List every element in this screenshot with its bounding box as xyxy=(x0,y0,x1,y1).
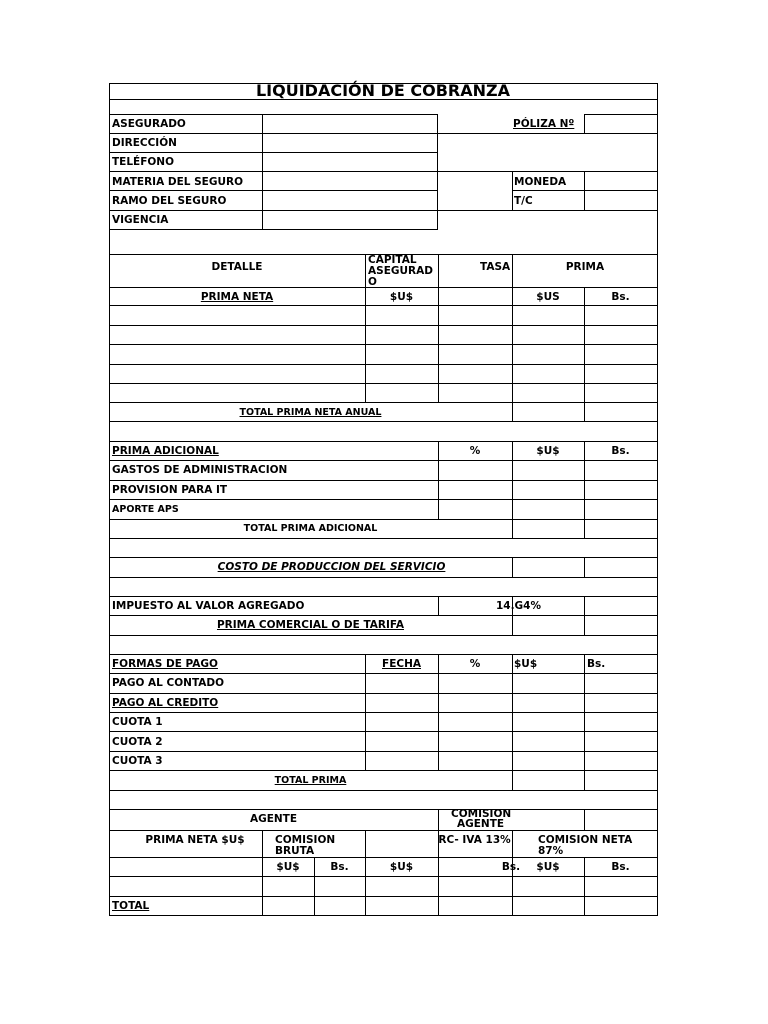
label-prima-neta: PRIMA NETA xyxy=(200,291,274,303)
col-line xyxy=(584,287,585,422)
col-line xyxy=(584,557,585,577)
col-line xyxy=(438,254,439,403)
label-aporte: APORTE APS xyxy=(112,504,179,515)
label-total-prima-adicional: TOTAL PRIMA ADICIONAL xyxy=(243,523,378,534)
label-prima-adicional: PRIMA ADICIONAL xyxy=(112,445,219,457)
label-formas-pago: FORMAS DE PAGO xyxy=(112,658,218,670)
col-line xyxy=(584,654,585,790)
row-line xyxy=(109,876,658,877)
header-tasa: TASA xyxy=(480,261,511,273)
label-pago-contado: PAGO AL CONTADO xyxy=(112,677,225,689)
row-line xyxy=(109,402,658,403)
row-line xyxy=(584,114,658,115)
row-line xyxy=(109,751,658,752)
header-bs: Bs. xyxy=(611,445,630,457)
header-detalle: DETALLE xyxy=(211,261,263,273)
row-line xyxy=(109,325,658,326)
row-line xyxy=(109,731,658,732)
header-capital: ASEGURAD xyxy=(368,265,433,277)
col-line xyxy=(262,114,263,230)
header-comision-neta: 87% xyxy=(538,845,564,857)
label-moneda: MONEDA xyxy=(514,176,567,188)
row-line xyxy=(109,133,658,134)
row-line xyxy=(109,577,658,578)
header-prima-neta-us: PRIMA NETA $U$ xyxy=(145,834,245,846)
row-line xyxy=(109,557,658,558)
label-asegurado: ASEGURADO xyxy=(112,118,186,130)
header-bs-iva: Bs. xyxy=(501,861,521,873)
label-telefono: TELÉFONO xyxy=(112,156,175,168)
col-line xyxy=(584,171,585,210)
col-line xyxy=(584,596,585,635)
row-line xyxy=(109,790,658,791)
header-pct: % xyxy=(469,445,481,457)
col-line xyxy=(437,114,438,230)
row-line xyxy=(109,538,658,539)
row-line xyxy=(109,770,658,771)
label-poliza: PÓLIZA Nº xyxy=(513,118,575,130)
header-us-iva: $U$ xyxy=(389,861,414,873)
row-line xyxy=(109,635,658,636)
row-line xyxy=(109,596,658,597)
header-prima: PRIMA xyxy=(565,261,605,273)
row-line xyxy=(109,480,658,481)
col-line xyxy=(584,114,585,134)
row-line xyxy=(109,857,658,858)
row-line xyxy=(109,673,658,674)
iva-rate: 14.G4% xyxy=(495,600,541,612)
row-line xyxy=(109,499,658,500)
row-line xyxy=(109,460,658,461)
row-line xyxy=(109,287,658,288)
row-line xyxy=(109,364,658,365)
header-capital: CAPITAL xyxy=(368,254,417,266)
row-line xyxy=(109,383,658,384)
row-line xyxy=(109,441,658,442)
row-line xyxy=(109,915,658,916)
row-line xyxy=(109,114,438,115)
col-line xyxy=(438,654,439,771)
header-pct: % xyxy=(469,658,481,670)
header-comision-neta: COMISION NETA xyxy=(538,834,633,846)
label-tc: T/C xyxy=(514,195,533,207)
label-ramo: RAMO DEL SEGURO xyxy=(112,195,227,207)
label-materia: MATERIA DEL SEGURO xyxy=(112,176,243,188)
liquidacion-form xyxy=(109,83,657,916)
label-gastos: GASTOS DE ADMINISTRACION xyxy=(112,464,288,476)
label-provision: PROVISION PARA IT xyxy=(112,484,228,496)
header-bs: Bs. xyxy=(587,658,606,670)
header-us: $U$ xyxy=(514,658,538,670)
header-us-prima: $US xyxy=(536,291,560,303)
page-title: LIQUIDACIÓN DE COBRANZA xyxy=(255,81,510,100)
col-line xyxy=(584,809,585,830)
header-fecha: FECHA xyxy=(382,658,421,670)
row-line xyxy=(109,210,658,211)
row-line xyxy=(512,190,658,191)
col-line xyxy=(512,171,513,210)
header-us-neta: $U$ xyxy=(536,861,560,873)
col-line xyxy=(365,654,366,771)
header-bs-bruta: Bs. xyxy=(330,861,349,873)
label-total-prima: TOTAL PRIMA xyxy=(274,775,347,786)
row-line xyxy=(109,519,658,520)
row-line xyxy=(109,712,658,713)
header-bs: Bs. xyxy=(611,291,630,303)
header-us: $U$ xyxy=(536,445,560,457)
header-us-bruta: $U$ xyxy=(276,861,300,873)
row-line xyxy=(109,615,658,616)
row-line xyxy=(109,344,658,345)
header-rc-iva: RC- IVA 13% xyxy=(438,834,511,846)
row-line xyxy=(109,305,658,306)
label-total: TOTAL xyxy=(112,900,150,912)
label-cuota-2: CUOTA 2 xyxy=(112,736,163,748)
header-capital: O xyxy=(368,276,377,288)
row-line xyxy=(109,152,438,153)
label-direccion: DIRECCIÓN xyxy=(112,137,177,149)
row-line xyxy=(109,171,658,172)
header-comision-bruta: BRUTA xyxy=(275,845,315,857)
label-costo-produccion: COSTO DE PRODUCCION DEL SERVICIO xyxy=(217,561,446,573)
label-total-prima-neta-anual: TOTAL PRIMA NETA ANUAL xyxy=(239,407,382,418)
header-agente: AGENTE xyxy=(249,813,298,825)
header-us-capital: $U$ xyxy=(389,291,414,303)
row-line xyxy=(109,190,438,191)
row-line xyxy=(109,896,658,897)
label-iva: IMPUESTO AL VALOR AGREGADO xyxy=(112,600,305,612)
label-prima-comercial: PRIMA COMERCIAL O DE TARIFA xyxy=(216,619,405,631)
label-cuota-3: CUOTA 3 xyxy=(112,755,163,767)
col-line xyxy=(512,254,513,422)
header-bs-neta: Bs. xyxy=(611,861,630,873)
label-vigencia: VIGENCIA xyxy=(112,214,169,226)
label-pago-credito: PAGO AL CREDITO xyxy=(112,697,219,709)
row-line xyxy=(109,654,658,655)
row-line xyxy=(109,693,658,694)
header-comision-agente: COMISION xyxy=(451,808,512,820)
row-line xyxy=(109,421,658,422)
row-line xyxy=(109,830,658,831)
header-comision-agente: AGENTE xyxy=(457,818,505,830)
header-comision-bruta: COMISION xyxy=(275,834,336,846)
row-line xyxy=(109,229,438,230)
col-line xyxy=(512,654,513,790)
col-line xyxy=(365,254,366,403)
label-cuota-1: CUOTA 1 xyxy=(112,716,163,728)
